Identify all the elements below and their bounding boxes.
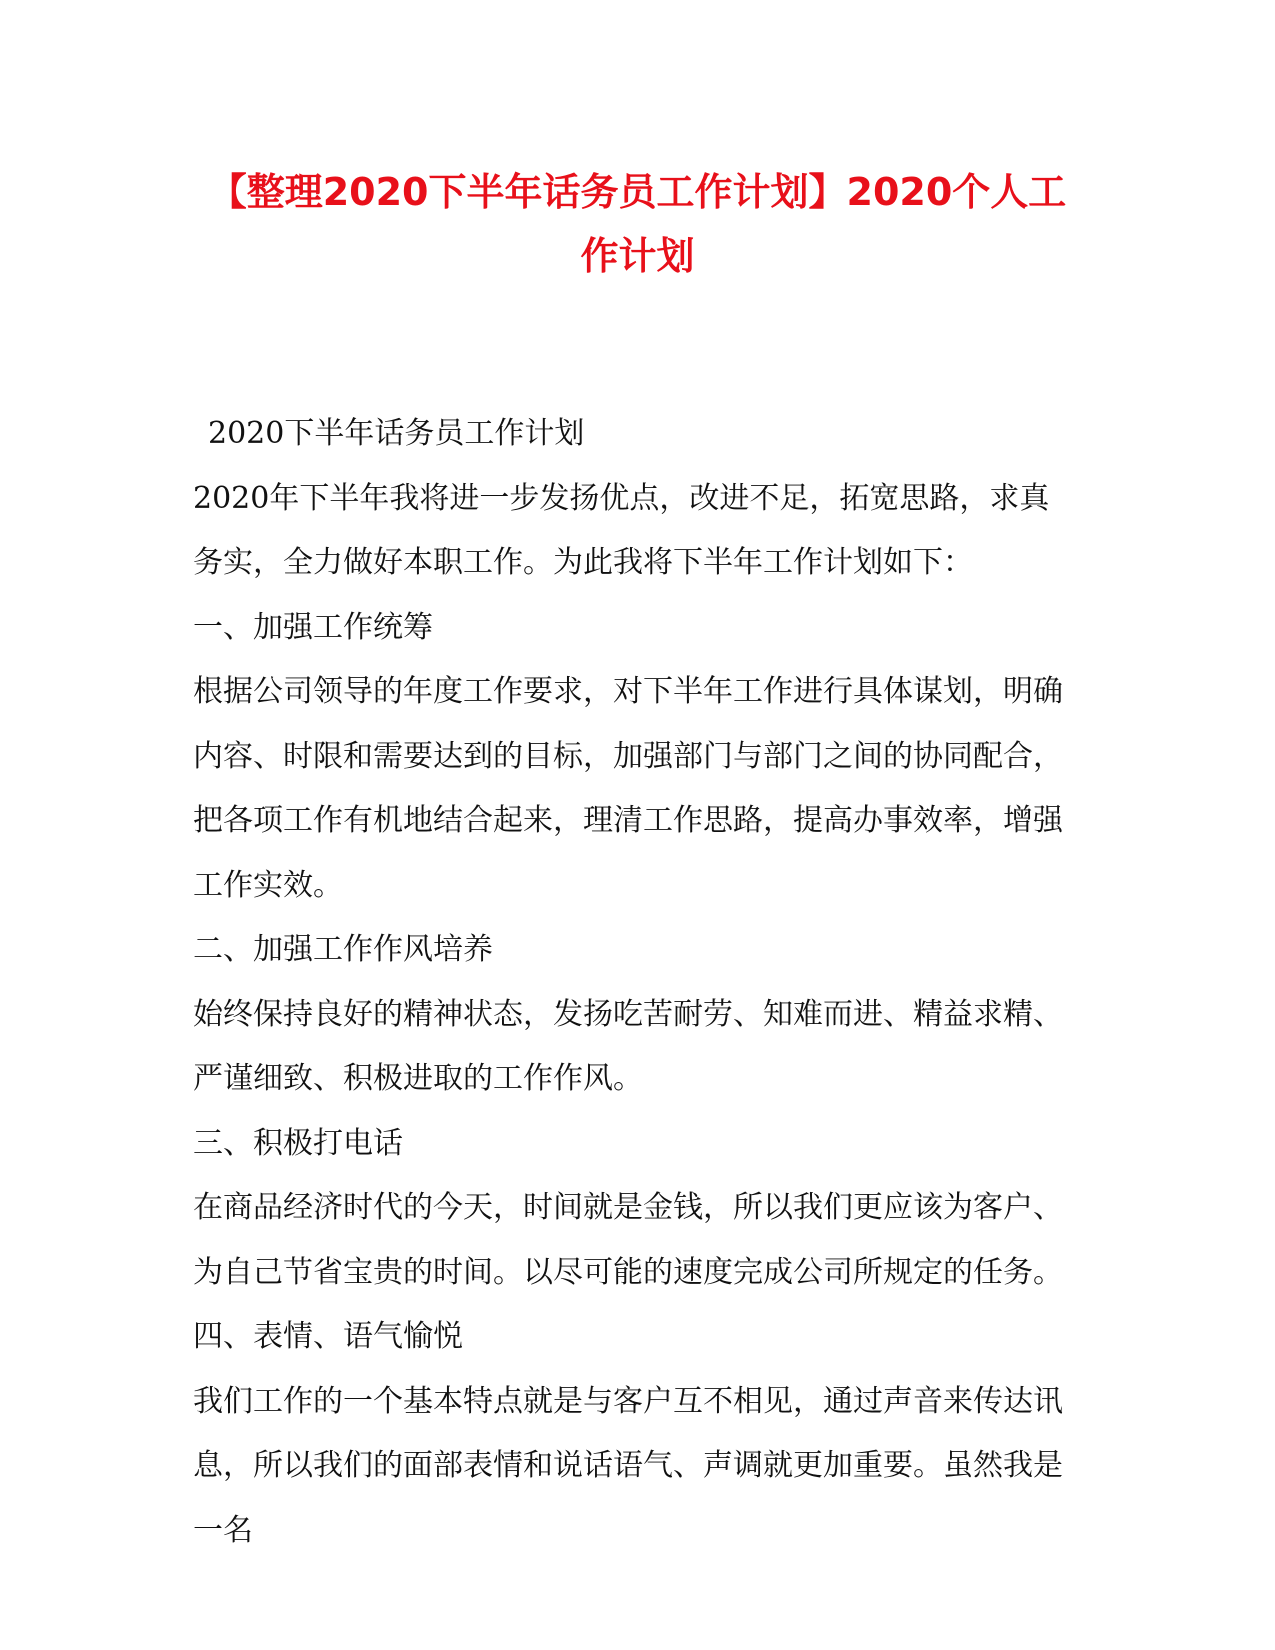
- section-heading-3: 三、积极打电话: [193, 1125, 403, 1161]
- document-subtitle: 2020下半年话务员工作计划: [208, 416, 585, 451]
- document-title: 【整理2020下半年话务员工作计划】2020个人工作计划: [208, 170, 1067, 278]
- section-heading-2: 二、加强工作作风培养: [193, 932, 493, 967]
- section-paragraph-3: 在商品经济时代的今天，时间就是金钱，所以我们更应该为客户、为自己节省宝贵的时间。以尽可能的速度完成公司所规定的任务。: [193, 1190, 1063, 1290]
- section-heading-1: 一、加强工作统筹: [193, 609, 433, 645]
- section-paragraph-1: 根据公司领导的年度工作要求，对下半年工作进行具体谋划，明确内容、时限和需要达到的目标，加强部门与部门之间的协同配合，把各项工作有机地结合起来，理清工作思路，提高办事效率，增强工作实效。: [193, 674, 1063, 903]
- section-heading-4: 四、表情、语气愉悦: [193, 1319, 463, 1354]
- section-paragraph-2: 始终保持良好的精神状态，发扬吃苦耐劳、知难而进、精益求精、严谨细致、积极进取的工作作风。: [193, 996, 1063, 1096]
- document-body: [193, 402, 1078, 1563]
- intro-paragraph: 2020年下半年我将进一步发扬优点，改进不足，拓宽思路，求真务实，全力做好本职工作。为此我将下半年工作计划如下：: [193, 480, 1050, 580]
- section-paragraph-4: 我们工作的一个基本特点就是与客户互不相见，通过声音来传达讯息，所以我们的面部表情和说话语气、声调就更加重要。虽然我是一名: [193, 1383, 1063, 1548]
